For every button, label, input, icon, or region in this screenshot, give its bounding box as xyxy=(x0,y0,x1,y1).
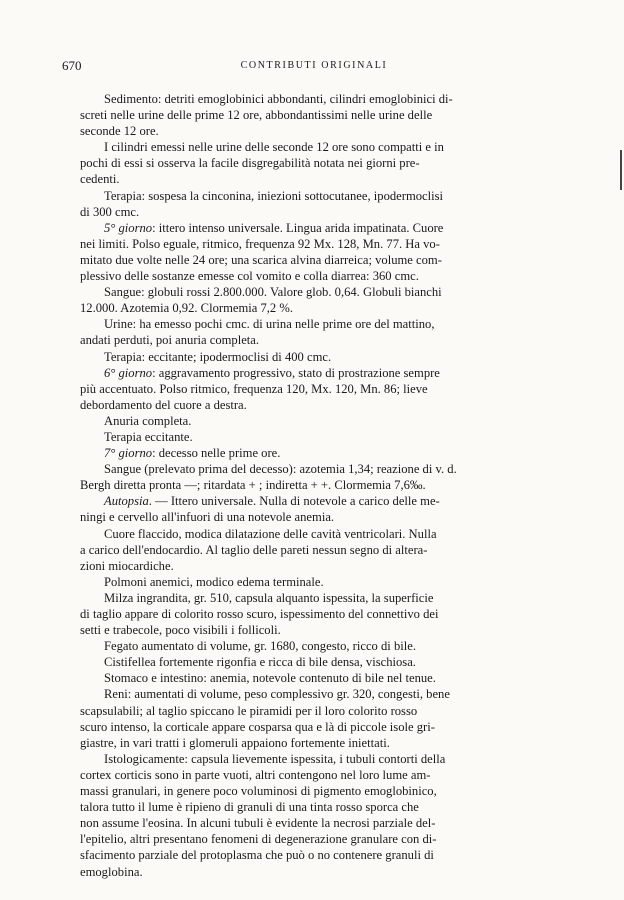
text-line: andati perduti, poi anuria completa. xyxy=(80,333,260,348)
paragraph xyxy=(80,638,568,654)
text-line: talora tutto il lume è ripieno di granuli di una tinta rosso sporca che xyxy=(80,800,419,815)
page-number: 670 xyxy=(62,58,82,73)
text-line: giastre, in vari tratti i glomeruli appaiono fortemente iniettati. xyxy=(80,735,390,750)
margin-mark xyxy=(620,150,622,190)
text-line: scapsulabili; al taglio spiccano le piramidi per il loro colorito rosso xyxy=(80,703,418,718)
text-line xyxy=(80,493,568,509)
text-line: setti e trabecole, poco visibili i follicoli. xyxy=(80,623,281,638)
paragraph xyxy=(80,413,568,429)
text-line xyxy=(80,445,568,461)
text-line: Istologicamente: capsula lievemente ispessita, i tubuli contorti della xyxy=(104,751,446,766)
text-line: cedenti. xyxy=(80,172,120,187)
text-line: di taglio appare di colorito rosso scuro, ispessimento del connettivo dei xyxy=(80,607,439,621)
text-line: screti nelle urine delle prime 12 ore, abbondantissimi nelle urine delle xyxy=(80,108,433,123)
text-line: Sangue: globuli rossi 2.800.000. Valore glob. 0,64. Globuli bianchi xyxy=(104,285,442,300)
paragraph xyxy=(80,670,568,686)
paragraph xyxy=(80,686,568,750)
text-line: seconde 12 ore. xyxy=(80,124,159,139)
text-line: Reni: aumentati di volume, peso complessivo gr. 320, congesti, bene xyxy=(104,687,450,702)
italic-lead: Autopsia xyxy=(104,494,149,509)
text-line: di 300 cmc. xyxy=(80,204,140,219)
paragraph xyxy=(80,139,568,187)
line-text: . — Ittero universale. Nulla di notevole a carico delle me- xyxy=(148,494,440,509)
paragraph xyxy=(80,349,568,365)
text-line: Terapia: sospesa la cinconina, iniezioni sottocutanee, ipodermoclisi xyxy=(104,188,444,203)
text-line: non assume l'eosina. In alcuni tubuli è evidente la necrosi parziale del- xyxy=(80,816,436,831)
running-head: CONTRIBUTI ORIGINALI xyxy=(240,60,388,71)
text-line: 12.000. Azotemia 0,92. Clormemia 7,2 %. xyxy=(80,301,294,316)
paragraph xyxy=(80,220,568,284)
paragraph xyxy=(80,751,568,880)
text-line: sfacimento parziale del protoplasma che può o no contenere granuli di xyxy=(80,848,434,863)
text-line: I cilindri emessi nelle urine delle seconde 12 ore sono compatti e in xyxy=(104,140,444,155)
text-line: Fegato aumentato di volume, gr. 1680, congesto, ricco di bile. xyxy=(104,639,416,654)
text-line: l'epitelio, altri presentano fenomeni di degenerazione granulare con di- xyxy=(80,832,437,847)
paragraph xyxy=(80,654,568,670)
italic-lead: 7° giorno xyxy=(104,446,153,461)
paragraph xyxy=(80,574,568,590)
text-line xyxy=(80,220,568,236)
text-line: cortex corticis sono in parte vuoti, altri contengono nel loro lume am- xyxy=(80,767,431,782)
paragraph xyxy=(80,429,568,445)
text-line: ningi e cervello all'infuori di una notevole anemia. xyxy=(80,510,335,525)
text-line: Sedimento: detriti emoglobinici abbondanti, cilindri emoglobinici di- xyxy=(104,92,453,106)
text-line: Terapia: eccitante; ipodermoclisi di 400 cmc. xyxy=(104,349,332,364)
text-line: più accentuato. Polso ritmico, frequenza 120, Mx. 120, Mn. 86; lieve xyxy=(80,381,428,396)
line-text: : ittero intenso universale. Lingua arida impatinata. Cuore xyxy=(152,220,444,235)
text-line: Bergh diretta pronta —; ritardata + ; indiretta + +. Clormemia 7,6‰. xyxy=(80,478,426,493)
text-line: Polmoni anemici, modico edema terminale. xyxy=(104,574,324,589)
text-line: nei limiti. Polso eguale, ritmico, frequenza 92 Mx. 128, Mn. 77. Ha vo- xyxy=(80,236,440,251)
text-line: Terapia eccitante. xyxy=(104,429,193,444)
text-line: a carico dell'endocardio. Al taglio delle pareti nessun segno di altera- xyxy=(80,542,428,557)
line-text: : decesso nelle prime ore. xyxy=(152,446,281,461)
paragraph xyxy=(80,365,568,413)
paragraph xyxy=(80,445,568,461)
text-line: zioni miocardiche. xyxy=(80,558,174,573)
text-line: Cistifellea fortemente rigonfia e ricca di bile densa, vischiosa. xyxy=(104,655,416,670)
text-line: Anuria completa. xyxy=(104,413,192,428)
line-text: : aggravamento progressivo, stato di prostrazione sempre xyxy=(152,365,440,380)
paragraph xyxy=(80,316,568,348)
text-line: Urine: ha emesso pochi cmc. di urina nelle prime ore del mattino, xyxy=(104,317,435,332)
italic-lead: 5° giorno xyxy=(104,220,153,235)
text-line: plessivo delle sostanze emesse col vomito e colla diarrea: 360 cmc. xyxy=(80,269,419,284)
text-line: Stomaco e intestino: anemia, notevole contenuto di bile nel tenue. xyxy=(104,671,436,686)
text-line: emoglobina. xyxy=(80,864,143,879)
text-line xyxy=(80,365,568,381)
body-text xyxy=(80,91,568,880)
text-line: Cuore flaccido, modica dilatazione delle cavità ventricolari. Nulla xyxy=(104,526,437,541)
text-line: pochi di essi si osserva la facile disgregabilità notata nei giorni pre- xyxy=(80,156,420,171)
text-line: massi granulari, in genere poco voluminosi di pigmento emoglobinico, xyxy=(80,784,437,799)
text-line: mitato due volte nelle 24 ore; una scarica alvina diarreica; volume com- xyxy=(80,252,442,267)
page-header xyxy=(62,58,566,78)
text-line: scuro intenso, la corticale appare cosparsa qua e là di piccole isole gri- xyxy=(80,719,435,734)
paragraph xyxy=(80,284,568,316)
italic-lead: 6° giorno xyxy=(104,365,153,380)
paragraph xyxy=(80,526,568,574)
text-line: Sangue (prelevato prima del decesso): azotemia 1,34; reazione di v. d. xyxy=(104,462,457,477)
paragraph xyxy=(80,91,568,139)
paragraph xyxy=(80,188,568,220)
paragraph xyxy=(80,590,568,638)
paragraph xyxy=(80,461,568,493)
text-line: debordamento del cuore a destra. xyxy=(80,397,247,412)
text-line: Milza ingrandita, gr. 510, capsula alquanto ispessita, la superficie xyxy=(104,590,434,605)
paragraph xyxy=(80,493,568,525)
